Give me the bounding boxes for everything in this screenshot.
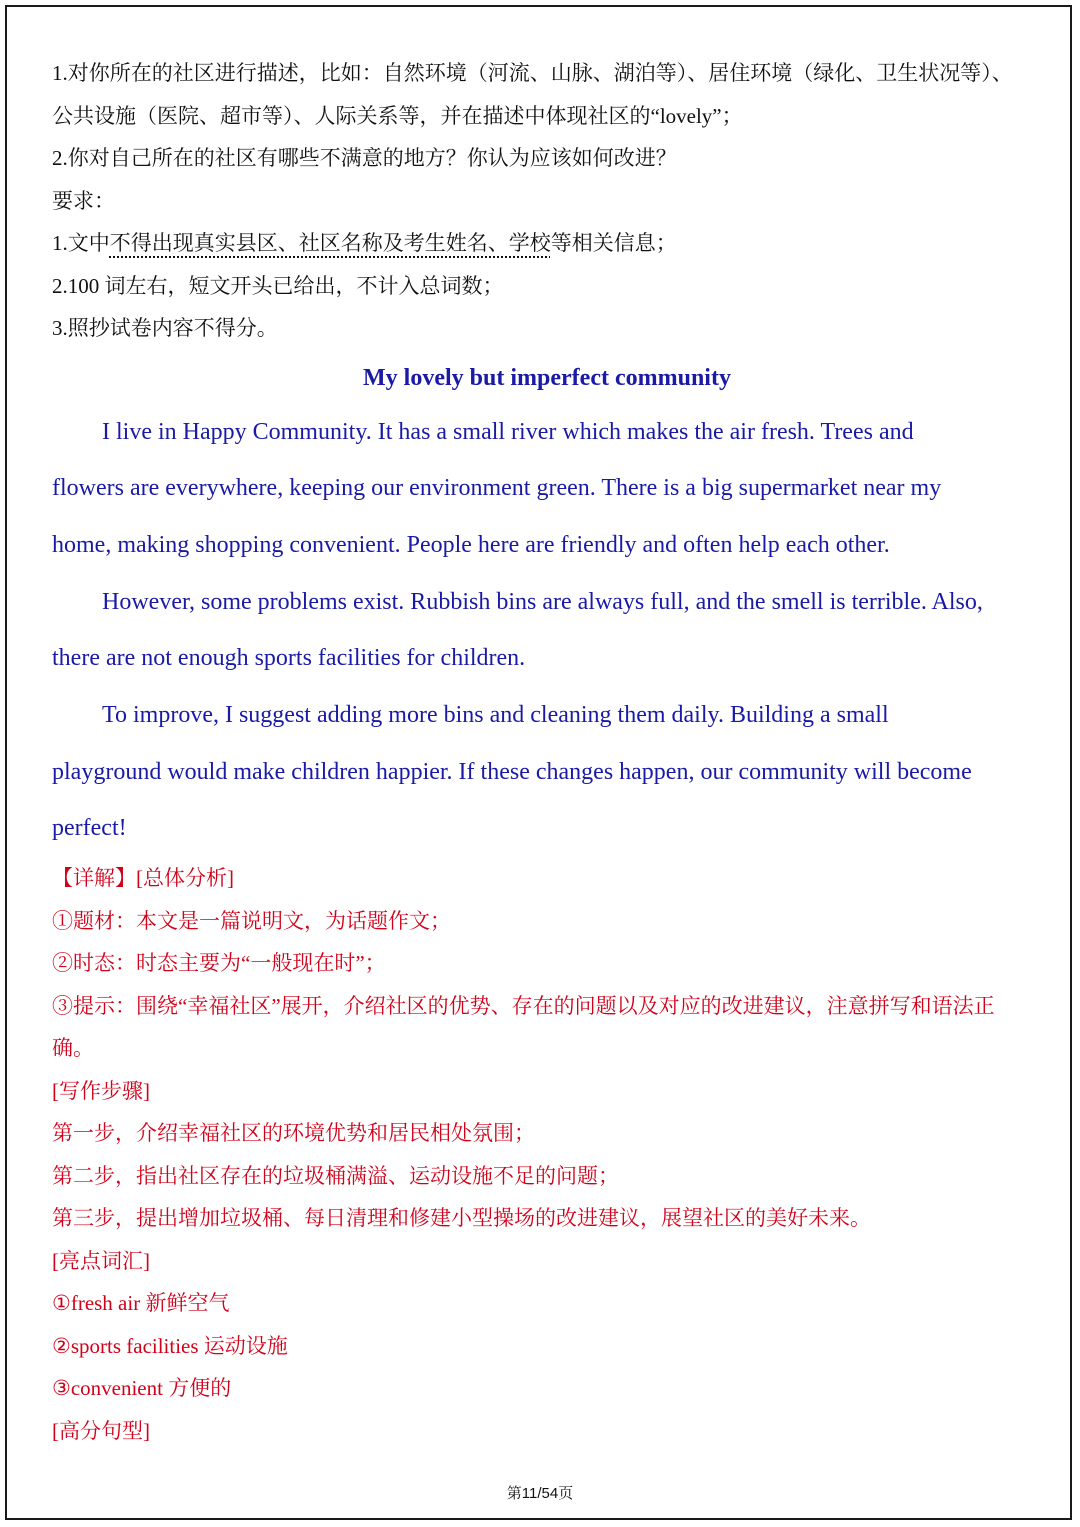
analysis-point: ③提示：围绕“幸福社区”展开，介绍社区的优势、存在的问题以及对应的改进建议，注意拼写和语法正 xyxy=(52,993,995,1018)
essay-line: I live in Happy Community. It has a small river which makes the air fresh. Trees and xyxy=(102,418,914,445)
essay-line: playground would make children happier. If these changes happen, our community will become xyxy=(52,758,972,785)
document-content xyxy=(52,52,1042,1452)
requirement-2: 2.100 词左右，短文开头已给出，不计入总词数； xyxy=(52,273,504,298)
sentence-patterns-header: [高分句型] xyxy=(52,1418,150,1443)
essay-line: flowers are everywhere, keeping our environment green. There is a big supermarket near my xyxy=(52,475,942,502)
instruction-item-1-line-2: 公共设施（医院、超市等）、人际关系等，并在描述中体现社区的“lovely”； xyxy=(52,103,743,128)
essay-line: home, making shopping convenient. People here are friendly and often help each other. xyxy=(52,531,890,558)
writing-step: 第三步，提出增加垃圾桶、每日清理和修建小型操场的改进建议，展望社区的美好未来。 xyxy=(52,1206,871,1230)
essay-line: However, some problems exist. Rubbish bins are always full, and the smell is terrible. Also, xyxy=(102,588,983,615)
analysis-point: ①题材：本文是一篇说明文，为话题作文； xyxy=(52,908,451,933)
analysis-point: ②时态：时态主要为“一般现在时”； xyxy=(52,951,386,975)
writing-step: 第一步，介绍幸福社区的环境优势和居民相处氛围； xyxy=(52,1121,535,1145)
writing-steps-header: [写作步骤] xyxy=(52,1078,150,1103)
requirement-1-suffix: 等相关信息； xyxy=(550,231,677,255)
analysis-header: 【详解】[总体分析] xyxy=(52,866,234,890)
vocabulary-header: [亮点词汇] xyxy=(52,1248,150,1273)
requirement-1-prefix: 1.文中 xyxy=(52,231,110,255)
requirement-3: 3.照抄试卷内容不得分。 xyxy=(52,316,278,340)
vocabulary-item: ③convenient 方便的 xyxy=(52,1376,232,1400)
analysis-point: 确。 xyxy=(52,1036,94,1060)
instruction-item-2: 2.你对自己所在的社区有哪些不满意的地方？你认为应该如何改进？ xyxy=(52,146,677,170)
essay-line: there are not enough sports facilities for children. xyxy=(52,645,526,672)
vocabulary-item: ②sports facilities 运动设施 xyxy=(52,1333,288,1358)
requirements-label: 要求： xyxy=(52,188,115,213)
vocabulary-item: ①fresh air 新鲜空气 xyxy=(52,1291,230,1315)
requirement-1 xyxy=(52,222,1042,265)
page-number: 第11/54页 xyxy=(506,1485,574,1502)
essay-line: To improve, I suggest adding more bins and cleaning them daily. Building a small xyxy=(102,701,889,728)
essay-title: My lovely but imperfect community xyxy=(363,364,731,391)
instruction-item-1-line-1: 1.对你所在的社区进行描述，比如：自然环境（河流、山脉、湖泊等）、居住环境（绿化、卫生状况等）、 xyxy=(52,61,1013,85)
requirement-1-emphasis: 不得出现真实县区、社区名称及考生姓名、学校 xyxy=(109,231,551,255)
writing-step: 第二步，指出社区存在的垃圾桶满溢、运动设施不足的问题； xyxy=(52,1163,619,1188)
essay-line: perfect! xyxy=(52,815,127,842)
